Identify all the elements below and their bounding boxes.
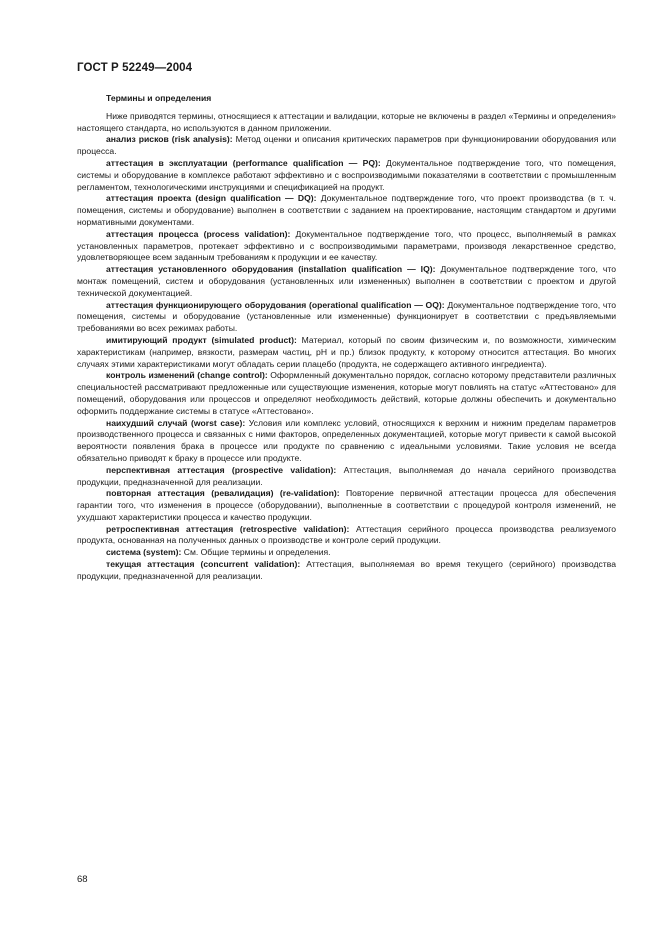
- term-entry: [77, 264, 616, 299]
- term-entry: [77, 300, 616, 335]
- term-entry: [77, 547, 616, 559]
- term-name: аттестация установленного оборудования (installation qualification — IQ):: [106, 264, 436, 275]
- term-name: ретроспективная аттестация (retrospective validation):: [106, 523, 350, 534]
- term-definition: Документальное подтверждение того, что процесс, выполняемый в рамках установленных параметров, протекает эффективно и с воспроизводимыми параметрами, производя лекарственное средство, удовлетворяющее всем заданным требованиям к продукции и ее качеству.: [77, 228, 616, 263]
- term-entry: [77, 229, 616, 264]
- term-entry: [77, 134, 616, 158]
- term-entry: [77, 465, 616, 489]
- term-definition: Документальное подтверждение того, что помещения, системы и оборудование (установленные или измененные) функционирует в соответствии с предъявляемыми требованиями во всех режимах работы.: [77, 299, 616, 334]
- term-name: наихудший случай (worst case):: [106, 417, 246, 428]
- term-definition: Аттестация серийного процесса производства реализуемого продукта, основанная на полученных данных о производстве и контроле серий продукции.: [77, 523, 616, 546]
- term-name: имитирующий продукт (simulated product):: [106, 334, 297, 345]
- term-definition: Документальное подтверждение того, что помещения, системы и оборудование в комплексе работают эффективно и с воспроизводимыми показателями в соответствии с промышленным регламентом, технологическими инструкциями и спецификацией на продукт.: [77, 157, 616, 192]
- term-name: аттестация функционирующего оборудования (operational qualification — OQ):: [106, 299, 445, 310]
- term-name: повторная аттестация (ревалидация) (re-validation):: [106, 488, 340, 499]
- term-definition: Оформленный документально порядок, согласно которому представители различных специальностей рассматривают предложенные или существующие изменения, которые могут повлиять на статус «Аттестовано» для помещений, оборудования или процессов и определяют необходимость действий, которые должны обеспечить и документально оформить поддержание системы в статусе «Аттестовано».: [77, 370, 616, 416]
- term-entry: [77, 335, 616, 370]
- section-intro: Ниже приводятся термины, относящиеся к аттестации и валидации, которые не включены в раздел «Термины и определения» настоящего стандарта, но используются в данном приложении.: [77, 110, 616, 133]
- document-code: ГОСТ Р 52249—2004: [77, 62, 193, 74]
- term-name: система (system):: [106, 547, 182, 558]
- term-name: контроль изменений (change control):: [106, 370, 268, 381]
- term-definition: Метод оценки и описания критических параметров при функционировании оборудования или процесса.: [77, 134, 616, 157]
- terms-list: [77, 134, 616, 582]
- term-definition: Документальное подтверждение того, что проект производства (в т. ч. помещения, системы и оборудование) выполнен в соответствии с заданием на проектирование, настоящим стандартом и другими нормативными документами.: [77, 193, 616, 227]
- term-entry: [77, 524, 616, 548]
- term-entry: [77, 488, 616, 523]
- term-entry: [77, 193, 616, 228]
- term-definition: См. Общие термины и определения.: [181, 547, 331, 558]
- term-name: аттестация в эксплуатации (performance qualification — PQ):: [106, 157, 381, 168]
- term-name: аттестация проекта (design qualification — DQ):: [106, 193, 317, 204]
- term-definition: Аттестация, выполняемая до начала серийного производства продукции, предназначенной для реализации.: [77, 464, 616, 487]
- term-definition: Условия или комплекс условий, относящихся к верхним и нижним пределам параметров производственного процесса и связанных с ними факторов, определенных документацией, которые могут привести к самой высокой вероятности появления брака в процессе или продукте по сравнению с идеальными условиями. Такие условия не всегда обязательно приводят к браку в процессе или продукте.: [77, 417, 616, 463]
- term-definition: Материал, который по своим физическим и, по возможности, химическим характеристикам (например, вязкости, размерам частиц, pH и пр.) близок продукту, к которому относится аттестация. Во многих случаях этими характеристиками могут обладать серии плацебо (продукта, не содержащего активного ингредиента).: [77, 334, 617, 369]
- term-definition: Аттестация, выполняемая во время текущего (серийного) производства продукции, предназначенной для реализации.: [77, 559, 616, 581]
- term-definition: Повторение первичной аттестации процесса для обеспечения гарантии того, что изменения в процессе (оборудовании), выполненные в соответствии с процедурой контроля изменений, не ухудшают характеристики процесса и качество продукции.: [77, 488, 616, 522]
- term-name: анализ рисков (risk analysis):: [106, 134, 233, 145]
- page-number: 68: [77, 874, 88, 885]
- term-name: текущая аттестация (concurrent validation):: [106, 559, 301, 570]
- term-name: перспективная аттестация (prospective validation):: [106, 464, 337, 475]
- term-name: аттестация процесса (process validation):: [106, 228, 291, 239]
- section-title: Термины и определения: [106, 93, 212, 103]
- term-entry: [77, 418, 616, 465]
- page-content: [77, 93, 616, 583]
- term-definition: Документальное подтверждение того, что монтаж помещений, систем и оборудования (установленных или измененных) выполнен в соответствии с проектом и другой технической документацией.: [77, 264, 616, 298]
- term-entry: [77, 559, 616, 583]
- term-entry: [77, 158, 616, 193]
- term-entry: [77, 370, 616, 417]
